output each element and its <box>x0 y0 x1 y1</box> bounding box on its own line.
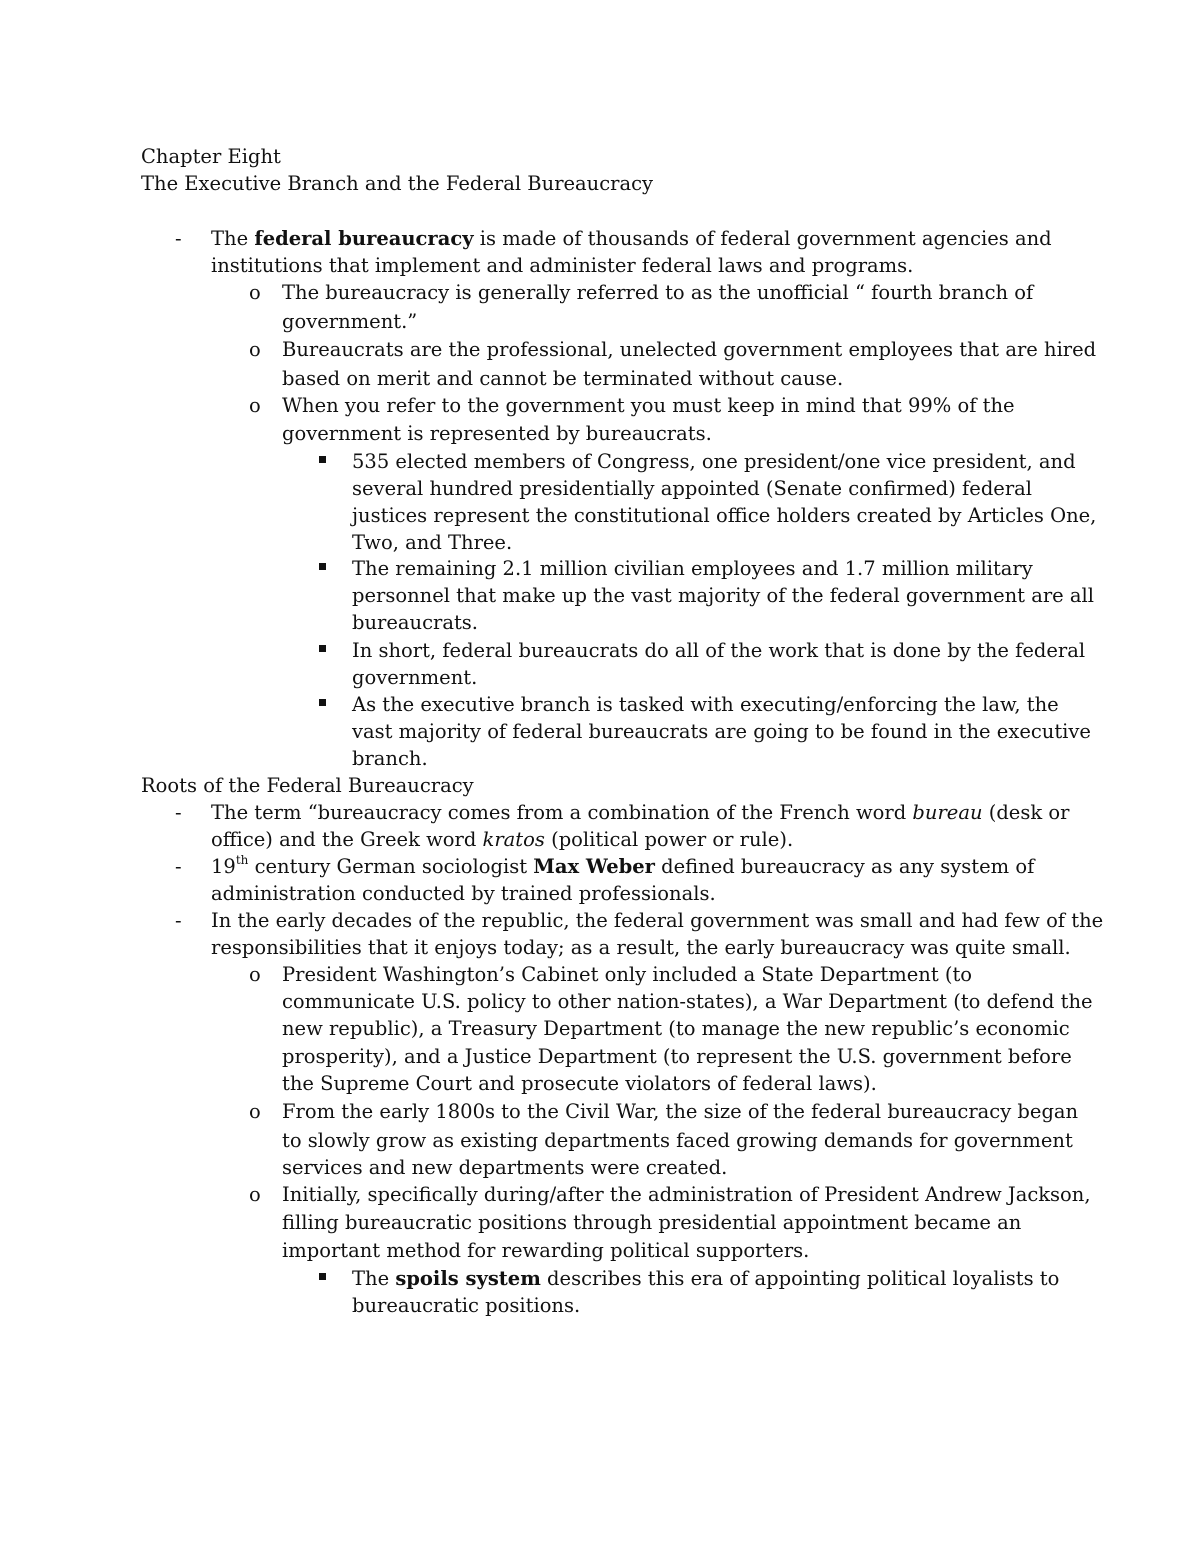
square-marker <box>319 563 326 570</box>
dash-marker: - <box>175 801 182 824</box>
bullet-text <box>211 853 1034 880</box>
square-marker <box>319 456 326 463</box>
dash-marker: - <box>175 855 182 878</box>
text-run: 19 <box>211 855 236 878</box>
square-bullet-text: bureaucrats. <box>352 611 478 634</box>
text-run: defined bureaucracy as any system of <box>654 855 1035 878</box>
ordinal-suffix: th <box>235 852 249 867</box>
text-run: century German sociologist <box>248 855 534 878</box>
subbullet-text: Bureaucrats are the professional, unelected government employees that are hired <box>282 338 1097 361</box>
text-run: (desk or <box>982 801 1070 824</box>
text-run: describes this era of appointing political loyalists to <box>540 1267 1060 1290</box>
square-marker <box>319 1273 326 1280</box>
dash-marker: - <box>175 227 182 250</box>
bullet-text <box>211 799 1069 826</box>
square-bullet-text: government. <box>352 666 478 689</box>
subbullet-text: services and new departments were created. <box>282 1156 728 1179</box>
subbullet-text: to slowly grow as existing departments faced growing demands for government <box>282 1129 1073 1152</box>
subbullet-text: the Supreme Court and prosecute violators of federal laws). <box>282 1072 877 1095</box>
bullet-text: institutions that implement and administer federal laws and programs. <box>211 254 914 277</box>
circle-marker: o <box>249 281 261 304</box>
subbullet-text: filling bureaucratic positions through presidential appointment became an <box>282 1211 1022 1234</box>
circle-marker: o <box>249 394 261 417</box>
bullet-text <box>211 826 793 853</box>
subbullet-text: Initially, specifically during/after the administration of President Andrew Jackson, <box>282 1183 1091 1206</box>
text-run: (political power or rule). <box>544 828 794 851</box>
square-bullet-text: The remaining 2.1 million civilian employees and 1.7 million military <box>352 557 1033 580</box>
subbullet-text: new republic), a Treasury Department (to manage the new republic’s economic <box>282 1017 1070 1040</box>
text-run: The term “bureaucracy comes from a combination of the French word <box>211 801 913 824</box>
square-marker <box>319 699 326 706</box>
bullet-text: In the early decades of the republic, the federal government was small and had few of the <box>211 909 1104 932</box>
text-run: The <box>211 227 255 250</box>
subbullet-text: prosperity), and a Justice Department (to represent the U.S. government before <box>282 1045 1072 1068</box>
dash-marker: - <box>175 909 182 932</box>
square-bullet-text: justices represent the constitutional office holders created by Articles One, <box>352 504 1097 527</box>
square-bullet-text: In short, federal bureaucrats do all of the work that is done by the federal <box>352 639 1086 662</box>
subbullet-text: When you refer to the government you must keep in mind that 99% of the <box>282 394 1015 417</box>
circle-marker: o <box>249 1100 261 1123</box>
text-run: The <box>352 1267 396 1290</box>
subbullet-text: important method for rewarding political supporters. <box>282 1239 810 1262</box>
circle-marker: o <box>249 963 261 986</box>
square-bullet-text: personnel that make up the vast majority of the federal government are all <box>352 584 1094 607</box>
key-term: spoils system <box>395 1267 541 1290</box>
circle-marker: o <box>249 1183 261 1206</box>
section-heading: Roots of the Federal Bureaucracy <box>141 774 474 797</box>
subbullet-text: From the early 1800s to the Civil War, the size of the federal bureaucracy began <box>282 1100 1079 1123</box>
text-run: office) and the Greek word <box>211 828 483 851</box>
key-term: federal bureaucracy <box>254 227 474 250</box>
square-bullet-text: several hundred presidentially appointed (Senate confirmed) federal <box>352 477 1033 500</box>
foreign-word: kratos <box>482 828 545 851</box>
foreign-word: bureau <box>912 801 983 824</box>
subbullet-text: government.” <box>282 310 418 333</box>
subbullet-text: based on merit and cannot be terminated without cause. <box>282 367 844 390</box>
subbullet-text: The bureaucracy is generally referred to as the unofficial “ fourth branch of <box>282 281 1034 304</box>
square-bullet-text: vast majority of federal bureaucrats are going to be found in the executive <box>352 720 1091 743</box>
square-bullet-text: As the executive branch is tasked with executing/enforcing the law, the <box>352 693 1059 716</box>
text-run: is made of thousands of federal government agencies and <box>473 227 1052 250</box>
bullet-text <box>211 225 1052 252</box>
square-bullet-text: bureaucratic positions. <box>352 1294 581 1317</box>
square-bullet-text <box>352 1265 1059 1292</box>
square-bullet-text: branch. <box>352 747 428 770</box>
subbullet-text: President Washington’s Cabinet only included a State Department (to <box>282 963 973 986</box>
subbullet-text: government is represented by bureaucrats. <box>282 422 712 445</box>
document-title: The Executive Branch and the Federal Bureaucracy <box>141 172 654 195</box>
chapter-label: Chapter Eight <box>141 145 281 168</box>
square-marker <box>319 645 326 652</box>
square-bullet-text: 535 elected members of Congress, one president/one vice president, and <box>352 450 1076 473</box>
bullet-text: administration conducted by trained professionals. <box>211 882 716 905</box>
circle-marker: o <box>249 338 261 361</box>
square-bullet-text: Two, and Three. <box>352 531 513 554</box>
key-term: Max Weber <box>533 855 655 878</box>
bullet-text: responsibilities that it enjoys today; as a result, the early bureaucracy was quite small. <box>211 936 1071 959</box>
subbullet-text: communicate U.S. policy to other nation-states), a War Department (to defend the <box>282 990 1093 1013</box>
